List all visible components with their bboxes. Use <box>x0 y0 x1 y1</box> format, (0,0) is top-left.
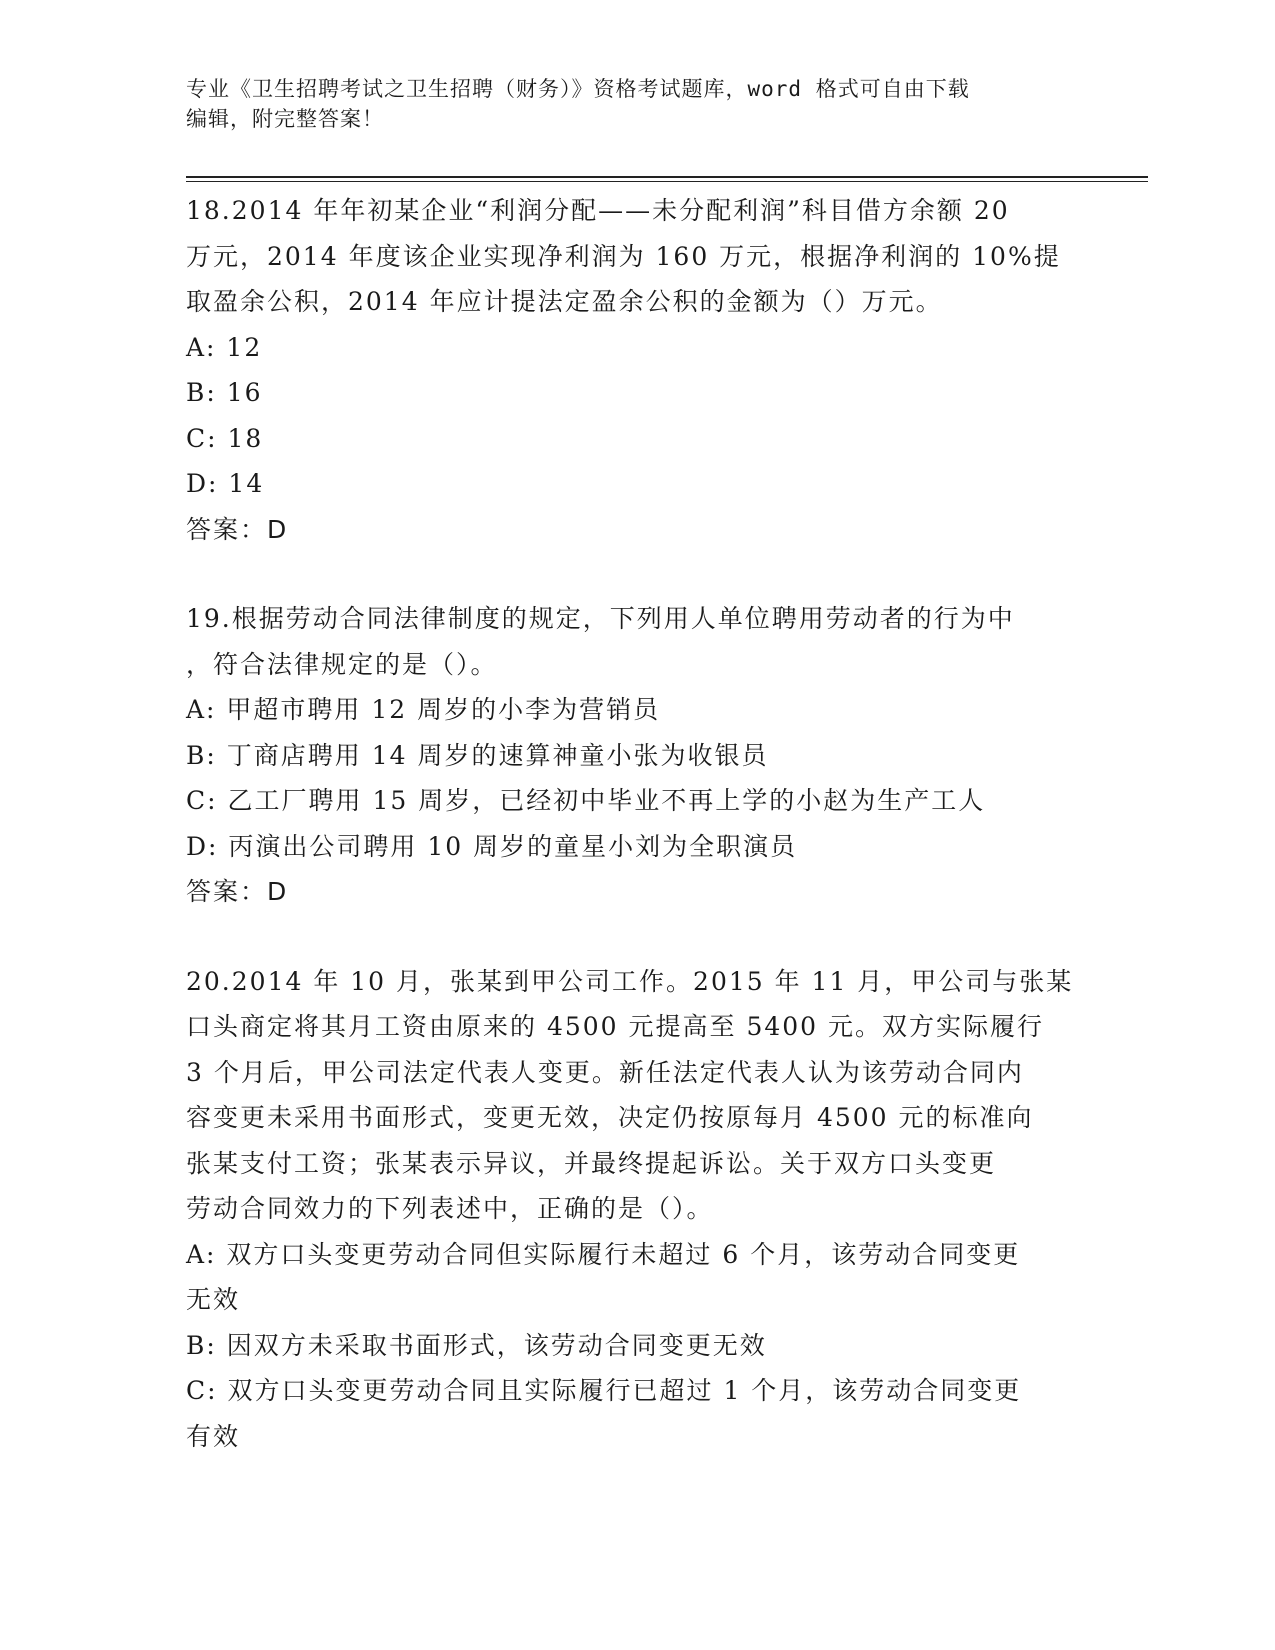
question-list <box>186 188 1086 1459</box>
question-stem-line: 19.根据劳动合同法律制度的规定，下列用人单位聘用劳动者的行为中 <box>186 604 1015 633</box>
question-stem-line: 劳动合同效力的下列表述中，正确的是（）。 <box>186 1194 714 1223</box>
answer-label: 答案：D <box>186 514 289 544</box>
option-d: D: 丙演出公司聘用 10 周岁的童星小刘为全职演员 <box>186 831 798 861</box>
option-a: A: 双方口头变更劳动合同但实际履行未超过 6 个月，该劳动合同变更 <box>186 1239 1021 1269</box>
spacer <box>186 915 1086 959</box>
option-c-continued: 有效 <box>186 1421 241 1451</box>
option-b: B: 因双方未采取书面形式，该劳动合同变更无效 <box>186 1330 767 1360</box>
header-divider-thick <box>186 176 1148 178</box>
option-b: B: 丁商店聘用 14 周岁的速算神童小张为收银员 <box>186 740 769 770</box>
question-20 <box>186 959 1086 1460</box>
question-stem-line: 张某支付工资；张某表示异议，并最终提起诉讼。关于双方口头变更 <box>186 1148 997 1178</box>
answer-label: 答案：D <box>186 877 289 906</box>
header-divider-thin <box>186 181 1148 182</box>
header-line-2: 编辑，附完整答案！ <box>186 107 384 131</box>
question-stem-line: 18.2014 年年初某企业“利润分配——未分配利润”科目借方余额 20 <box>186 196 1010 225</box>
option-a: A: 甲超市聘用 12 周岁的小李为营销员 <box>186 695 661 724</box>
question-stem-line: 口头商定将其月工资由原来的 4500 元提高至 5400 元。双方实际履行 <box>186 1012 1045 1041</box>
question-stem-line: 万元，2014 年度该企业实现净利润为 160 万元，根据净利润的 10%提 <box>186 241 1061 271</box>
option-c: C: 乙工厂聘用 15 周岁，已经初中毕业不再上学的小赵为生产工人 <box>186 786 986 815</box>
question-stem-line: 取盈余公积，2014 年应计提法定盈余公积的金额为（）万元。 <box>186 287 943 316</box>
question-18 <box>186 188 1086 552</box>
question-stem-line: 容变更未采用书面形式，变更无效，决定仍按原每月 4500 元的标准向 <box>186 1103 1034 1132</box>
option-c: C: 18 <box>186 423 264 453</box>
document-header <box>186 74 1066 134</box>
option-c: C: 双方口头变更劳动合同且实际履行已超过 1 个月，该劳动合同变更 <box>186 1376 1022 1405</box>
spacer <box>186 552 1086 596</box>
header-line-1: 专业《卫生招聘考试之卫生招聘（财务）》资格考试题库，word 格式可自由下载 <box>186 77 970 101</box>
option-a-continued: 无效 <box>186 1285 241 1314</box>
option-a: A: 12 <box>186 332 263 362</box>
question-19 <box>186 596 1086 915</box>
option-d: D: 14 <box>186 469 265 498</box>
question-stem-line: 3 个月后，甲公司法定代表人变更。新任法定代表人认为该劳动合同内 <box>186 1057 1024 1087</box>
question-stem-line: ，符合法律规定的是（）。 <box>186 649 498 679</box>
question-stem-line: 20.2014 年 10 月，张某到甲公司工作。2015 年 11 月，甲公司与张某 <box>186 966 1074 996</box>
option-b: B: 16 <box>186 378 263 407</box>
